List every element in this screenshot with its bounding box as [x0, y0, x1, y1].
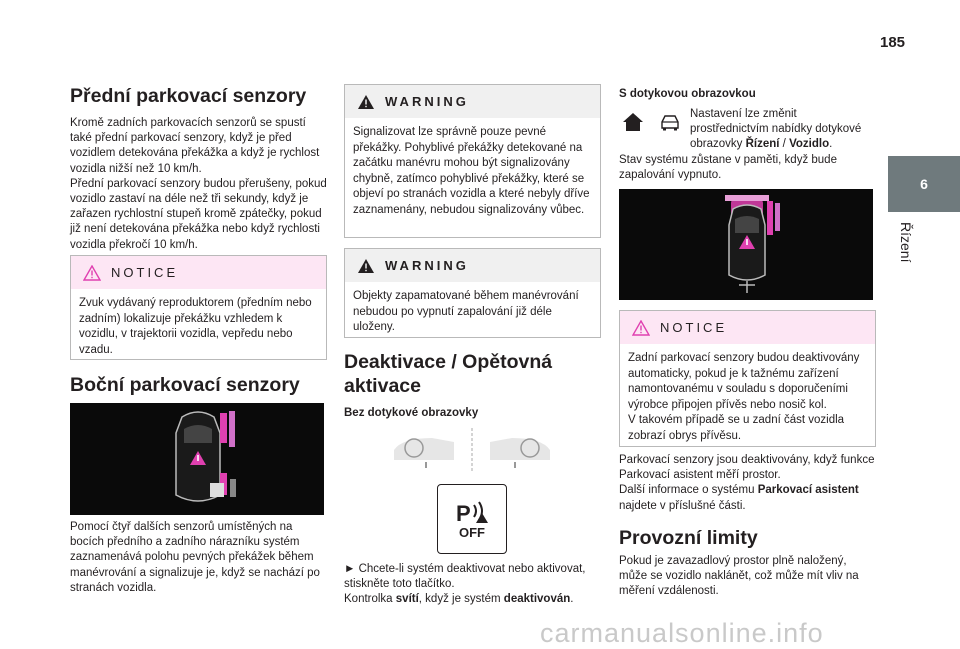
watermark: carmanualsonline.info [540, 618, 824, 648]
instruction: ► Chcete-li systém deaktivovat nebo aktivovat, stiskněte toto tlačítko. [344, 563, 586, 591]
text-run-bold: Vozidlo [789, 138, 830, 151]
subtitle-touchscreen: S dotykovou obrazovkou [619, 88, 756, 100]
paragraph [619, 483, 877, 513]
page-number: 185 [880, 34, 906, 51]
column-1 [70, 84, 328, 253]
warning-text: Objekty zapamatované během manévrování nebudou po vypnutí zapalování již déle uloženy. [353, 290, 579, 333]
text-run-bold: svítí [395, 593, 419, 606]
text-run: Kontrolka [344, 593, 396, 606]
warning-text: Signalizovat lze správně pouze pevné překážky. Pohyblivé překážky detekované na začátku manévru mohou být signalizovány chybně, zatímco pohyblivé překážky, které se objeví po stranách vozidla a které nebyly dříve zaznamenány, nebudou signalizovány vůbec. [353, 126, 590, 216]
text-run: / [779, 138, 790, 151]
paragraph: Parkovací senzory jsou deaktivovány, když funkce Parkovací asistent měří prostor. [619, 454, 875, 482]
warning-triangle-icon [83, 265, 101, 281]
notice-header [620, 311, 875, 344]
touchscreen-text [619, 107, 877, 183]
paragraph: Přední parkovací senzory budou přerušeny, pokud vozidlo zastaví na déle než tři sekundy, když je zařazen rychlostní stupeň kromě zpátečky, pokud již není detekována překážka nebo když rychlosti vozidla překročí 10 km/h. [70, 177, 327, 251]
text-run: . [829, 138, 833, 151]
warning-triangle-icon [357, 94, 375, 110]
text-run-bold: deaktivován [503, 593, 571, 606]
warning-triangle-icon [357, 258, 375, 274]
notice-box-2 [619, 310, 876, 447]
rear-sensors-image [619, 189, 873, 300]
section-title-operating-limits: Provozní limity [619, 526, 758, 549]
notice-box [70, 255, 327, 360]
park-sensors-off-button[interactable] [437, 484, 507, 554]
side-sensors-image [70, 403, 324, 515]
text-run-bold: Parkovací asistent [757, 484, 859, 497]
warning-header [345, 85, 600, 118]
text-run: najdete v příslušné části. [619, 499, 746, 512]
section-title-side-sensors: Boční parkovací senzory [70, 374, 300, 396]
deactivation-section [344, 350, 602, 421]
instruction-status [344, 592, 602, 607]
svg-text:P: P [456, 500, 471, 525]
touchscreen-section [619, 87, 877, 102]
chapter-label [878, 222, 938, 282]
off-label: OFF [459, 524, 485, 540]
section-title-front-sensors: Přední parkovací senzory [70, 85, 307, 107]
paragraph: Pomocí čtyř dalších senzorů umístěných na bocích předního a zadního nárazníku systém zaznamenává polohu pevných překážek během manévrování a signalizuje je, když se nachází po stranách vozidla. [70, 521, 320, 594]
warning-header [345, 249, 600, 282]
chapter-tab[interactable]: 6 [888, 156, 960, 212]
warning-triangle-icon [632, 320, 650, 336]
chapter-label-text: Řízení [898, 222, 914, 263]
paragraph: Pokud je zavazadlový prostor plně naložený, může se vozidlo naklánět, což může mít vliv na měření vzdálenosti. [619, 554, 859, 598]
notice-text: Zvuk vydávaný reproduktorem (předním nebo zadním) lokalizuje překážku vzhledem k vozidlu, v trajektorii vozidla, vepředu nebo vzadu. [79, 297, 312, 356]
paragraph: Kromě zadních parkovacích senzorů se spustí také přední parkovací senzory, když je před vozidlem detekována překážka a když je rychlost vozidla nižší než 10 km/h. [70, 117, 320, 175]
text-run: Další informace o systému [619, 484, 758, 497]
dashboard-illustration [392, 428, 552, 472]
subtitle-no-touchscreen: Bez dotykové obrazovky [344, 407, 479, 419]
deactivation-instructions [344, 562, 602, 608]
notice-text: Zadní parkovací senzory budou deaktivovány automaticky, pokud je k tažnému zařízení namontovanému v souladu s doporučeními výrobce připojen přívěs nebo nosič kol. V takovém případě se u zadní část vozidla zobrazí obrys přívěsu. [628, 352, 860, 442]
park-assist-text [619, 453, 877, 599]
text-run: . [570, 593, 574, 606]
text-run-bold: Řízení [745, 138, 780, 151]
text-run: Nastavení lze změnit prostřednictvím nabídky dotykové obrazovky [690, 108, 862, 151]
warning-box-2 [344, 248, 601, 338]
side-sensors-section [70, 373, 328, 397]
warning-box-1 [344, 84, 601, 238]
text-run: , když je systém [418, 593, 504, 606]
warning-title: WARNING [385, 94, 469, 109]
notice-title: NOTICE [660, 320, 728, 335]
paragraph: Stav systému zůstane v paměti, když bude zapalování vypnuto. [619, 153, 837, 181]
parking-sensor-icon [452, 499, 492, 525]
section-title-deactivation: Deaktivace / Opětovná aktivace [344, 351, 553, 397]
side-sensors-text [70, 520, 328, 596]
notice-title: NOTICE [111, 265, 179, 280]
warning-title: WARNING [385, 258, 469, 273]
notice-header [71, 256, 326, 289]
paragraph [619, 107, 877, 153]
